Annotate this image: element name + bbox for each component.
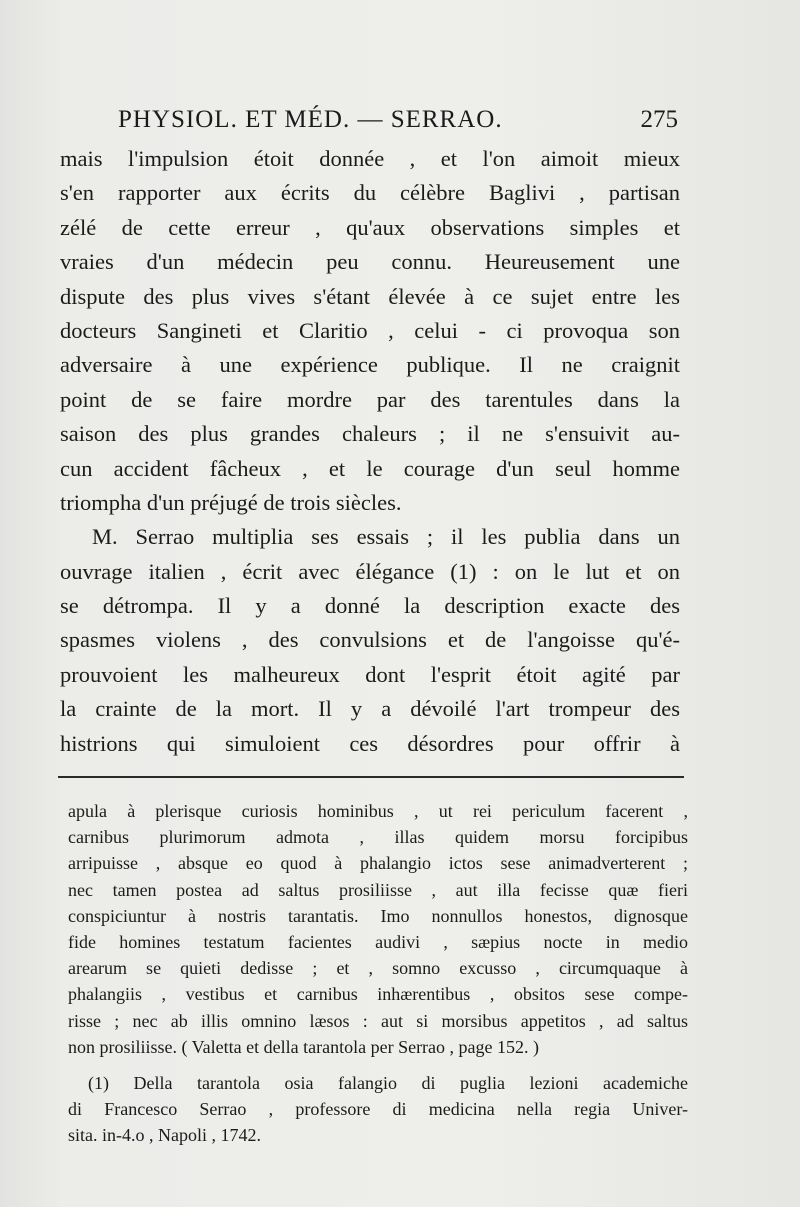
text-line: vraies d'un médecin peu connu. Heureusement une	[60, 249, 680, 275]
text-line: docteurs Sangineti et Claritio , celui - ci provoqua son	[60, 317, 680, 343]
text-line: point de se faire mordre par des tarentules dans la	[60, 386, 680, 412]
main-text	[60, 142, 680, 761]
text-line: saison des plus grandes chaleurs ; il ne s'ensuivit au-	[60, 421, 680, 447]
text-line: M. Serrao multiplia ses essais ; il les publia dans un	[92, 524, 680, 550]
footnote-line: non prosiliisse. ( Valetta et della tarantola per Serrao , page 152. )	[68, 1036, 540, 1057]
running-title: PHYSIOL. ET MÉD. — SERRAO.	[118, 106, 503, 133]
footnote-line: apula à plerisque curiosis hominibus , ut rei periculum facerent ,	[68, 801, 688, 821]
footnote-line: nec tamen postea ad saltus prosiliisse , aut illa fecisse quæ fieri	[68, 879, 688, 900]
text-line: cun accident fâcheux , et le courage d'un seul homme	[60, 455, 680, 481]
footnote-line: arearum se quieti dedisse ; et , somno excusso , circumquaque à	[68, 958, 688, 979]
text-line: histrions qui simuloient ces désordres pour offrir à	[60, 730, 680, 756]
reference-line: sita. in-4.o , Napoli , 1742.	[68, 1125, 261, 1146]
footnote-line: risse ; nec ab illis omnino læsos : aut si morsibus appetitos , ad saltus	[68, 1010, 688, 1031]
footnote-line: fide homines testatum facientes audivi , sæpius nocte in medio	[68, 931, 688, 952]
footnote-line: conspiciuntur à nostris tarantatis. Imo nonnullos honestos, dignosque	[68, 905, 688, 926]
text-line: se détrompa. Il y a donné la description exacte des	[60, 593, 680, 619]
text-line: dispute des plus vives s'étant élevée à ce sujet entre les	[60, 283, 680, 309]
text-line: prouvoient les malheureux dont l'esprit étoit agité par	[60, 661, 680, 687]
text-line: mais l'impulsion étoit donnée , et l'on aimoit mieux	[60, 146, 680, 171]
footnote-line: phalangiis , vestibus et carnibus inhærentibus , obsitos sese compe-	[68, 984, 688, 1005]
footnotes	[68, 798, 688, 1148]
footnote-rule	[58, 776, 684, 778]
text-line: adversaire à une expérience publique. Il ne craignit	[60, 352, 680, 378]
text-line: spasmes violens , des convulsions et de l'angoisse qu'é-	[60, 627, 680, 653]
reference-line: di Francesco Serrao , professore di medicina nella regia Univer-	[68, 1099, 688, 1120]
footnote-line: arripuisse , absque eo quod à phalangio ictos sese animadverterent ;	[68, 853, 688, 874]
text-line: la crainte de la mort. Il y a dévoilé l'art trompeur des	[60, 696, 680, 722]
text-line: zélé de cette erreur , qu'aux observations simples et	[60, 214, 680, 240]
page-number: 275	[640, 106, 678, 133]
reference-line: (1) Della tarantola osia falangio di puglia lezioni academiche	[88, 1072, 688, 1093]
text-line: ouvrage italien , écrit avec élégance (1) : on le lut et on	[60, 558, 680, 584]
text-line: s'en rapporter aux écrits du célèbre Baglivi , partisan	[60, 180, 680, 206]
text-line: triompha d'un préjugé de trois siècles.	[60, 489, 402, 515]
footnote-line: carnibus plurimorum admota , illas quidem morsu forcipibus	[68, 827, 688, 848]
